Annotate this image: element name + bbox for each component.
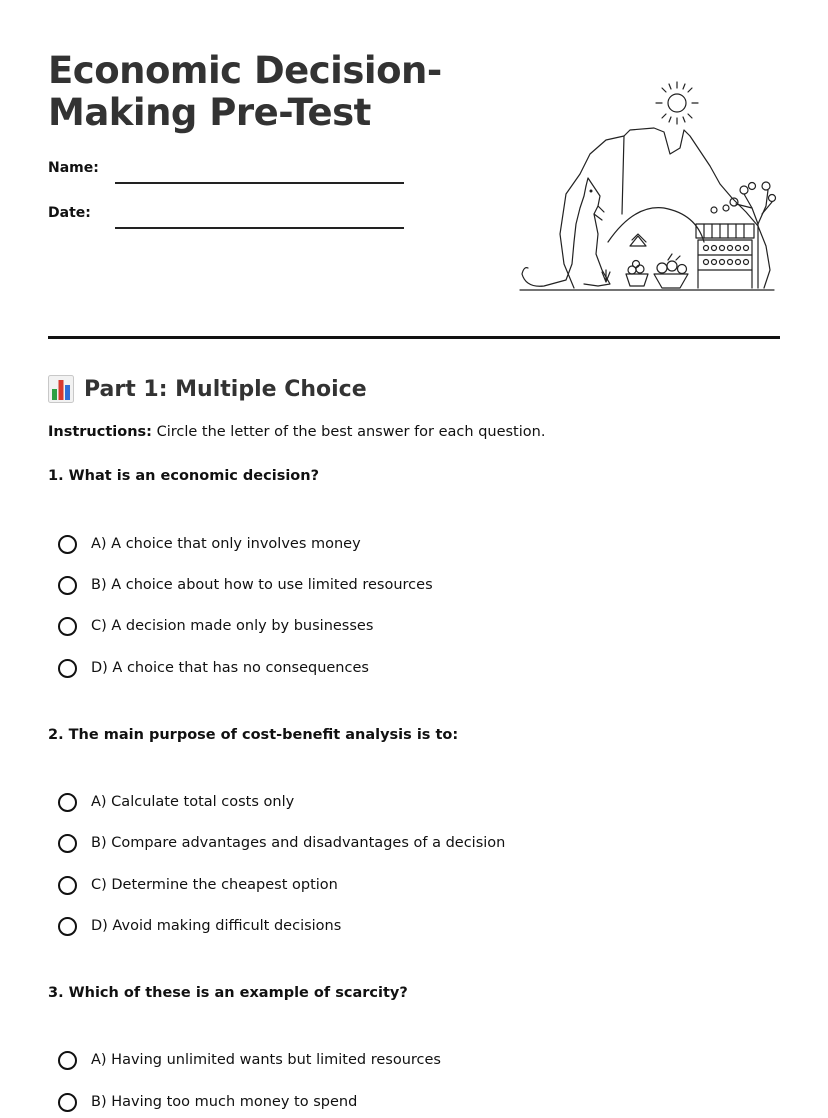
- radio-circle-icon[interactable]: [58, 917, 77, 936]
- radio-circle-icon[interactable]: [58, 876, 77, 895]
- option-label: B) A choice about how to use limited resources: [91, 577, 433, 593]
- tree-icon: [711, 182, 776, 288]
- q3-option-a[interactable]: [58, 1048, 441, 1072]
- radio-circle-icon[interactable]: [58, 1093, 77, 1112]
- date-label: Date:: [48, 205, 91, 221]
- instructions-text: Circle the letter of the best answer for each question.: [151, 424, 546, 440]
- date-line[interactable]: [115, 227, 404, 229]
- option-label: A) Calculate total costs only: [91, 794, 295, 810]
- sun-icon: [656, 82, 698, 124]
- section-divider: [48, 336, 780, 339]
- name-field[interactable]: [48, 160, 408, 186]
- question-2: 2. The main purpose of cost-benefit analysis is to:: [48, 727, 459, 743]
- market-stall-icon: [696, 224, 754, 288]
- q1-option-b[interactable]: [58, 573, 433, 597]
- q3-option-b[interactable]: [58, 1090, 357, 1114]
- q2-option-c[interactable]: [58, 873, 338, 897]
- australia-illustration: [514, 74, 780, 296]
- option-label: C) Determine the cheapest option: [91, 877, 338, 893]
- radio-circle-icon[interactable]: [58, 834, 77, 853]
- radio-circle-icon[interactable]: [58, 793, 77, 812]
- option-label: A) A choice that only involves money: [91, 536, 361, 552]
- radio-circle-icon[interactable]: [58, 1051, 77, 1070]
- q1-option-c[interactable]: [58, 614, 373, 638]
- page-title: Economic Decision-Making Pre-Test: [48, 49, 442, 134]
- q2-option-b[interactable]: [58, 831, 505, 855]
- date-field[interactable]: [48, 205, 408, 231]
- name-line[interactable]: [115, 182, 404, 184]
- q1-option-d[interactable]: [58, 656, 369, 680]
- instructions-label: Instructions:: [48, 424, 152, 440]
- part1-heading: [48, 372, 367, 406]
- option-label: D) Avoid making difficult decisions: [91, 918, 342, 934]
- option-label: D) A choice that has no consequences: [91, 660, 369, 676]
- radio-circle-icon[interactable]: [58, 617, 77, 636]
- radio-circle-icon[interactable]: [58, 535, 77, 554]
- q1-option-a[interactable]: [58, 532, 361, 556]
- option-label: B) Compare advantages and disadvantages of a decision: [91, 835, 506, 851]
- option-label: C) A decision made only by businesses: [91, 618, 374, 634]
- q2-option-d[interactable]: [58, 914, 341, 938]
- bar-chart-icon: [48, 375, 74, 403]
- option-label: B) Having too much money to spend: [91, 1094, 358, 1110]
- part1-title: Part 1: Multiple Choice: [84, 376, 367, 402]
- instructions: [48, 424, 545, 440]
- radio-circle-icon[interactable]: [58, 576, 77, 595]
- question-1: 1. What is an economic decision?: [48, 468, 320, 484]
- fruit-basket-icon: [626, 261, 648, 287]
- vegetable-basket-icon: [654, 254, 688, 288]
- radio-circle-icon[interactable]: [58, 659, 77, 678]
- option-label: A) Having unlimited wants but limited resources: [91, 1052, 441, 1068]
- name-label: Name:: [48, 160, 99, 176]
- question-3: 3. Which of these is an example of scarcity?: [48, 985, 408, 1001]
- q2-option-a[interactable]: [58, 790, 294, 814]
